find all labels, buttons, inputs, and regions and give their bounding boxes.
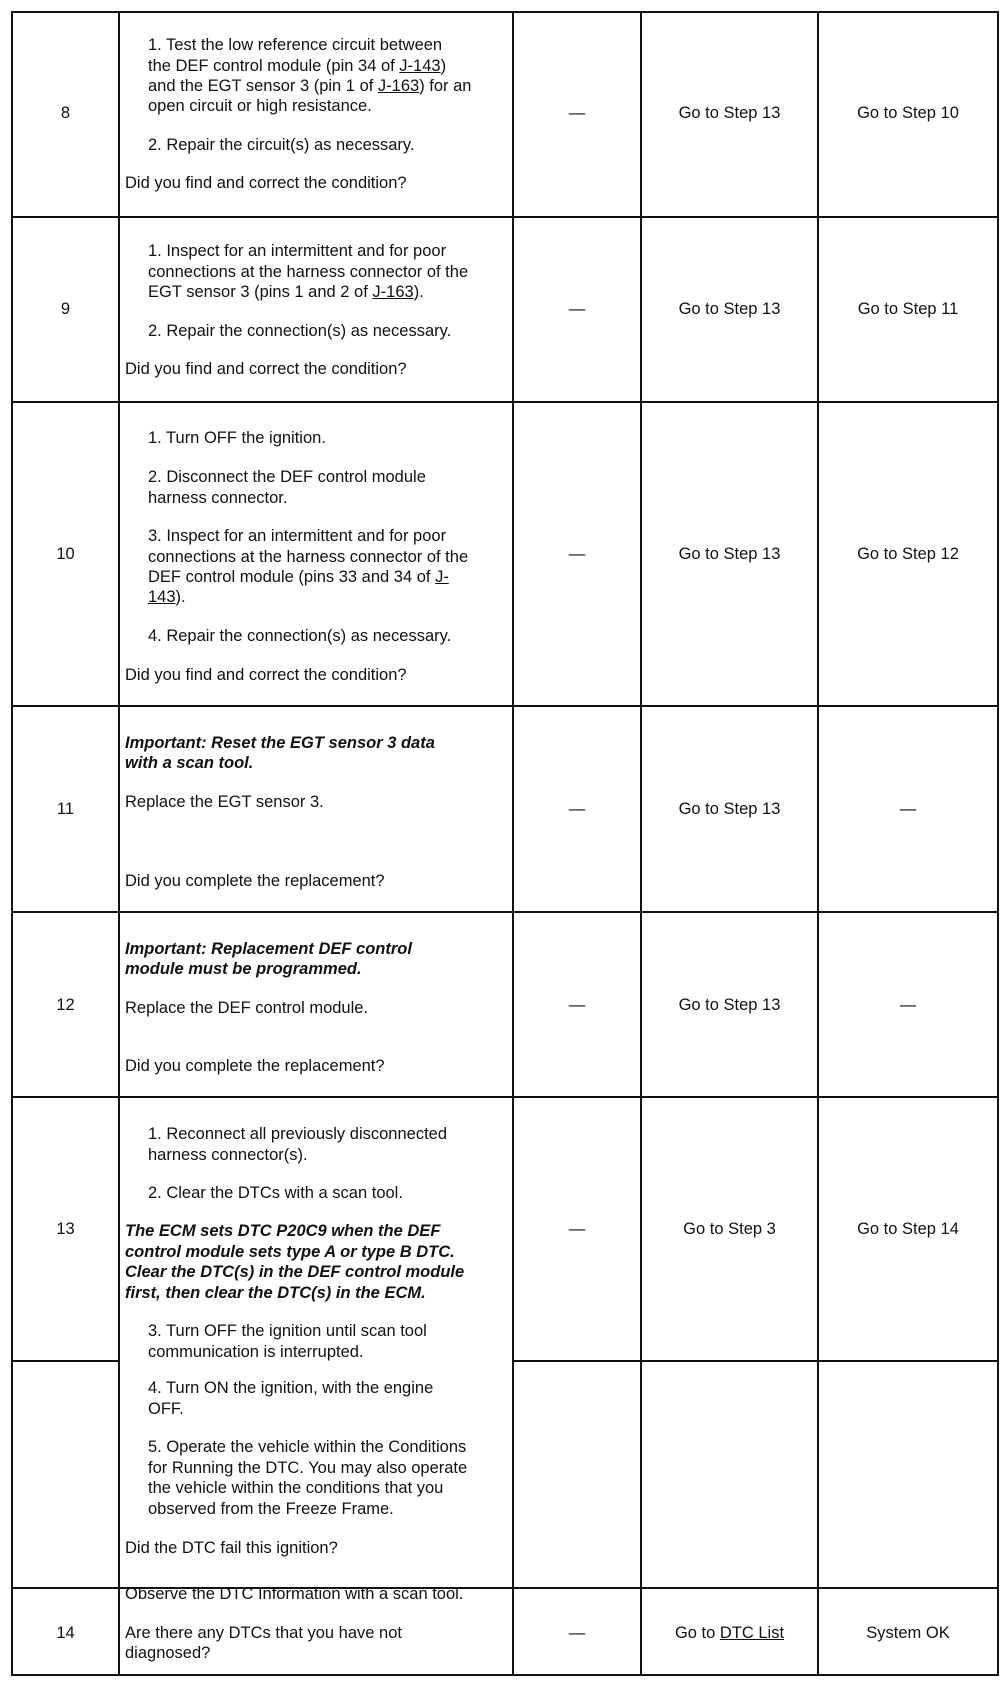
instruction-text: 1. Reconnect all previously disconnected bbox=[148, 1125, 448, 1143]
question-text: diagnosed? bbox=[125, 1644, 211, 1662]
dtc-list-link[interactable]: DTC List bbox=[719, 1624, 785, 1642]
question-text: Did you find and correct the condition? bbox=[125, 174, 407, 192]
instruction-text: 143). bbox=[148, 588, 186, 606]
connector-link[interactable]: J-143 bbox=[399, 57, 441, 75]
instruction-text: 3. Inspect for an intermittent and for poor bbox=[148, 527, 447, 545]
value-cell: — bbox=[568, 104, 586, 122]
instruction-text: observed from the Freeze Frame. bbox=[148, 1500, 394, 1518]
instruction-text: communication is interrupted. bbox=[148, 1343, 364, 1361]
yes-action: Go to Step 13 bbox=[678, 300, 781, 318]
instruction-text: 4. Turn ON the ignition, with the engine bbox=[148, 1379, 434, 1397]
yes-action: Go to Step 13 bbox=[678, 800, 781, 818]
instruction-text: 2. Repair the connection(s) as necessary. bbox=[148, 322, 452, 340]
instruction-text: connections at the harness connector of the bbox=[148, 548, 469, 566]
important-note: with a scan tool. bbox=[125, 754, 254, 772]
ecm-note: The ECM sets DTC P20C9 when the DEF bbox=[125, 1222, 441, 1240]
instruction-text: 2. Disconnect the DEF control module bbox=[148, 468, 426, 486]
instruction-text: Observe the DTC Information with a scan tool. bbox=[125, 1585, 464, 1603]
instruction-text: and the EGT sensor 3 (pin 1 of J-163) for an bbox=[148, 77, 472, 95]
instruction-text: the vehicle within the conditions that you bbox=[148, 1479, 444, 1497]
no-action: — bbox=[899, 996, 917, 1014]
instruction-text: the DEF control module (pin 34 of J-143) bbox=[148, 57, 447, 75]
step-number: 14 bbox=[56, 1624, 75, 1642]
question-text: Did the DTC fail this ignition? bbox=[125, 1539, 338, 1557]
value-cell: — bbox=[568, 800, 586, 818]
question-text: Did you complete the replacement? bbox=[125, 872, 385, 890]
diagnostic-table bbox=[11, 11, 999, 1676]
instruction-text: harness connector(s). bbox=[148, 1146, 308, 1164]
column-divider bbox=[817, 11, 819, 1676]
step-number: 12 bbox=[56, 996, 75, 1014]
instruction-text: 5. Operate the vehicle within the Conditions bbox=[148, 1438, 467, 1456]
instruction-text: 1. Inspect for an intermittent and for poor bbox=[148, 242, 447, 260]
connector-link[interactable]: 143 bbox=[148, 588, 176, 606]
instruction-text: DEF control module (pins 33 and 34 of J- bbox=[148, 568, 449, 586]
yes-action: Go to Step 13 bbox=[678, 104, 781, 122]
column-divider bbox=[512, 11, 514, 1676]
instruction-text: 1. Turn OFF the ignition. bbox=[148, 429, 326, 447]
important-note: Important: Reset the EGT sensor 3 data bbox=[125, 734, 435, 752]
step-number: 11 bbox=[56, 800, 75, 818]
no-action: Go to Step 10 bbox=[857, 104, 959, 122]
row-divider bbox=[11, 1674, 999, 1676]
step-number: 13 bbox=[56, 1220, 75, 1238]
instruction-text: open circuit or high resistance. bbox=[148, 97, 372, 115]
question-text: Did you find and correct the condition? bbox=[125, 666, 407, 684]
instruction-text: 1. Test the low reference circuit between bbox=[148, 36, 443, 54]
important-note: module must be programmed. bbox=[125, 960, 362, 978]
no-action: Go to Step 14 bbox=[857, 1220, 959, 1238]
value-cell: — bbox=[568, 300, 586, 318]
column-divider bbox=[118, 11, 120, 1676]
column-divider bbox=[640, 11, 642, 1676]
row-divider bbox=[11, 1096, 999, 1098]
value-cell: — bbox=[568, 545, 586, 563]
row-divider bbox=[11, 11, 999, 13]
yes-action: Go to Step 3 bbox=[683, 1220, 776, 1238]
yes-action: Go to Step 13 bbox=[678, 996, 781, 1014]
step-number: 10 bbox=[56, 545, 75, 563]
page-break-line bbox=[512, 1360, 999, 1362]
ecm-note: control module sets type A or type B DTC. bbox=[125, 1243, 455, 1261]
instruction-text: Replace the EGT sensor 3. bbox=[125, 793, 324, 811]
yes-action: Go to DTC List bbox=[674, 1624, 785, 1642]
instruction-text: EGT sensor 3 (pins 1 and 2 of J-163). bbox=[148, 283, 424, 301]
no-action: Go to Step 11 bbox=[857, 300, 959, 318]
column-divider bbox=[997, 11, 999, 1676]
value-cell: — bbox=[568, 996, 586, 1014]
question-text: Did you find and correct the condition? bbox=[125, 360, 407, 378]
connector-link[interactable]: J- bbox=[435, 568, 449, 586]
instruction-text: harness connector. bbox=[148, 489, 288, 507]
row-divider bbox=[11, 705, 999, 707]
no-action: — bbox=[899, 800, 917, 818]
instruction-text: 2. Repair the circuit(s) as necessary. bbox=[148, 136, 415, 154]
page-break-line bbox=[11, 1360, 118, 1362]
value-cell: — bbox=[568, 1624, 586, 1642]
ecm-note: first, then clear the DTC(s) in the ECM. bbox=[125, 1284, 426, 1302]
instruction-text: connections at the harness connector of the bbox=[148, 263, 469, 281]
connector-link[interactable]: J-163 bbox=[377, 77, 420, 95]
important-note: Important: Replacement DEF control bbox=[125, 940, 412, 958]
no-action: System OK bbox=[866, 1624, 950, 1642]
instruction-text: 4. Repair the connection(s) as necessary. bbox=[148, 627, 452, 645]
instruction-text: 3. Turn OFF the ignition until scan tool bbox=[148, 1322, 427, 1340]
no-action: Go to Step 12 bbox=[857, 545, 959, 563]
value-cell: — bbox=[568, 1220, 586, 1238]
column-divider bbox=[11, 11, 13, 1676]
yes-action: Go to Step 13 bbox=[678, 545, 781, 563]
row-divider bbox=[11, 911, 999, 913]
question-text: Did you complete the replacement? bbox=[125, 1057, 385, 1075]
row-divider bbox=[11, 401, 999, 403]
instruction-text: OFF. bbox=[148, 1400, 184, 1418]
step-number: 9 bbox=[60, 300, 71, 318]
instruction-text: 2. Clear the DTCs with a scan tool. bbox=[148, 1184, 403, 1202]
instruction-text: for Running the DTC. You may also operate bbox=[148, 1459, 468, 1477]
instruction-text: Replace the DEF control module. bbox=[125, 999, 369, 1017]
question-text: Are there any DTCs that you have not bbox=[125, 1624, 402, 1642]
connector-link[interactable]: J-163 bbox=[372, 283, 414, 301]
step-number: 8 bbox=[60, 104, 71, 122]
row-divider bbox=[11, 216, 999, 218]
ecm-note: Clear the DTC(s) in the DEF control module bbox=[125, 1263, 465, 1281]
